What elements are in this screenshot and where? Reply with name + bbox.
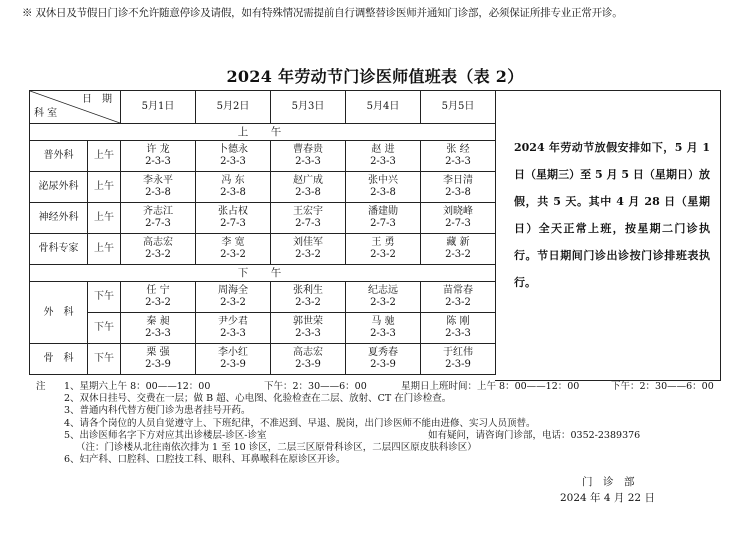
note-item-4: 4、请各个岗位的人员自觉遵守上、下班纪律，不准迟到、早退、脱岗，出门诊医师不能由进修、实习人员顶替。 — [64, 417, 536, 429]
section-label: 下 午 — [30, 265, 496, 282]
period-cell: 上午 — [88, 203, 121, 234]
note-item-6: 6、妇产科、口腔科、口腔技工科、眼科、耳鼻喉科在原诊区开诊。 — [64, 454, 346, 466]
room-code: 2-3-3 — [370, 156, 396, 167]
room-code: 2-7-3 — [445, 218, 471, 229]
schedule-cell — [271, 203, 346, 234]
room-code: 2-3-9 — [145, 359, 171, 370]
room-code: 2-3-9 — [220, 359, 246, 370]
period-cell: 上午 — [88, 172, 121, 203]
note-item-1-weekday: 1、星期六上午 8：00——12：00 — [64, 381, 211, 392]
signature-dept: 门 诊 部 — [582, 476, 635, 488]
schedule-cell — [271, 313, 346, 344]
room-code: 2-3-2 — [295, 249, 321, 260]
room-code: 2-3-8 — [445, 187, 471, 198]
doctor-name: 王 勇 — [371, 237, 395, 248]
doctor-name: 曹春贵 — [293, 144, 323, 155]
note-line-3 — [36, 405, 726, 417]
note-line-5 — [36, 430, 726, 442]
doctor-name: 藏 新 — [446, 237, 470, 248]
doctor-name: 李小红 — [218, 347, 248, 358]
date-header: 5月5日 — [421, 91, 496, 124]
notes-label: 注 — [36, 381, 46, 392]
period-cell: 上午 — [88, 234, 121, 265]
corner-dept-label: 科 室 — [34, 108, 58, 119]
schedule-cell — [271, 172, 346, 203]
room-code: 2-3-2 — [445, 297, 471, 308]
doctor-name: 高志宏 — [293, 347, 323, 358]
date-header: 5月2日 — [196, 91, 271, 124]
schedule-cell — [346, 313, 421, 344]
room-code: 2-3-8 — [145, 187, 171, 198]
doctor-name: 秦 昶 — [146, 316, 170, 327]
room-code: 2-3-2 — [220, 297, 246, 308]
period-cell: 下午 — [88, 282, 121, 313]
schedule-cell — [271, 344, 346, 375]
schedule-cell — [271, 234, 346, 265]
top-notice: ※ 双休日及节假日门诊不允许随意停诊及请假，如有特殊情况需提前自行调整替诊医师并通知门诊部，必须保证所排专业正常开诊。 — [22, 7, 623, 19]
afternoon-rows — [30, 282, 496, 375]
doctor-name: 潘建勋 — [368, 206, 398, 217]
schedule-cell — [421, 234, 496, 265]
note-item-1-sunday: 星期日上班时间：上午 8：00——12：00 — [401, 381, 580, 392]
room-code: 2-3-8 — [295, 187, 321, 198]
room-code: 2-3-2 — [145, 297, 171, 308]
period-cell: 上午 — [88, 141, 121, 172]
schedule-cell — [121, 313, 196, 344]
schedule-cell — [346, 141, 421, 172]
doctor-name: 高志宏 — [143, 237, 173, 248]
contact-info: 如有疑问，请咨询门诊部，电话：0352-2389376 — [428, 429, 641, 441]
section-row-morning — [30, 124, 496, 141]
room-code: 2-3-3 — [445, 156, 471, 167]
schedule-cell — [196, 282, 271, 313]
schedule-cell — [196, 234, 271, 265]
doctor-name: 许 龙 — [146, 144, 170, 155]
doctor-name: 李永平 — [143, 175, 173, 186]
room-code: 2-3-2 — [220, 249, 246, 260]
doctor-name: 纪志远 — [368, 285, 398, 296]
room-code: 2-3-3 — [445, 328, 471, 339]
morning-rows — [30, 141, 496, 265]
note-line-6 — [36, 442, 726, 454]
schedule-cell — [421, 282, 496, 313]
document-title: 2024 年劳动节门诊医师值班表（表 2） — [226, 67, 524, 86]
doctor-name: 尹少君 — [218, 316, 248, 327]
doctor-name: 王宏宇 — [293, 206, 323, 217]
header-row — [30, 91, 496, 124]
schedule-cell — [346, 282, 421, 313]
schedule-table — [29, 90, 496, 375]
schedule-cell — [196, 141, 271, 172]
date-header: 5月3日 — [271, 91, 346, 124]
dept-cell: 骨科专家 — [30, 234, 88, 265]
doctor-name: 刘佳军 — [293, 237, 323, 248]
schedule-cell — [271, 141, 346, 172]
schedule-cell — [421, 313, 496, 344]
doctor-name: 夏秀春 — [368, 347, 398, 358]
schedule-cell — [196, 203, 271, 234]
doctor-name: 陈 刚 — [446, 316, 470, 327]
doctor-name: 任 宁 — [146, 285, 170, 296]
section-label: 上 午 — [30, 124, 496, 141]
doctor-name: 张中兴 — [368, 175, 398, 186]
dept-cell: 普外科 — [30, 141, 88, 172]
room-code: 2-3-3 — [370, 328, 396, 339]
doctor-name: 于红伟 — [443, 347, 473, 358]
room-code: 2-3-3 — [220, 156, 246, 167]
room-code: 2-7-3 — [145, 218, 171, 229]
doctor-name: 卜德永 — [218, 144, 248, 155]
corner-header-cell — [30, 91, 121, 124]
schedule-cell — [346, 203, 421, 234]
room-code: 2-7-3 — [295, 218, 321, 229]
room-code: 2-3-3 — [145, 328, 171, 339]
schedule-cell — [346, 172, 421, 203]
doctor-name: 苗常春 — [443, 285, 473, 296]
note-item-1-afternoon: 下午：2：30——6：00 — [264, 381, 367, 392]
note-line-7 — [36, 454, 726, 466]
room-code: 2-3-3 — [145, 156, 171, 167]
doctor-name: 郭世荣 — [293, 316, 323, 327]
doctor-name: 冯 东 — [221, 175, 245, 186]
room-code: 2-3-3 — [295, 328, 321, 339]
dept-cell: 骨 科 — [30, 344, 88, 375]
schedule-cell — [421, 344, 496, 375]
doctor-name: 栗 强 — [146, 347, 170, 358]
room-code: 2-3-8 — [220, 187, 246, 198]
dept-cell: 神经外科 — [30, 203, 88, 234]
dept-cell: 外 科 — [30, 282, 88, 344]
doctor-name: 李 宽 — [221, 237, 245, 248]
schedule-cell — [346, 234, 421, 265]
schedule-cell — [121, 344, 196, 375]
doctor-name: 周海全 — [218, 285, 248, 296]
period-cell: 下午 — [88, 344, 121, 375]
note-line-2 — [36, 393, 726, 405]
room-code: 2-3-3 — [295, 156, 321, 167]
doctor-name: 赵广成 — [293, 175, 323, 186]
schedule-cell — [346, 344, 421, 375]
table-row — [30, 313, 496, 344]
doctor-name: 马 驰 — [371, 316, 395, 327]
schedule-cell — [421, 172, 496, 203]
doctor-name: 张利生 — [293, 285, 323, 296]
doctor-name: 李日清 — [443, 175, 473, 186]
note-item-5: 5、出诊医师名字下方对应其出诊楼层-诊区-诊室 — [64, 429, 267, 441]
table-row — [30, 172, 496, 203]
room-code: 2-3-8 — [370, 187, 396, 198]
note-item-2: 2、双休日挂号、交费在一层；做 B 超、心电图、化验检查在二层、放射、CT 在门诊检查。 — [64, 393, 452, 405]
signature-date: 2024 年 4 月 22 日 — [560, 492, 655, 504]
room-code: 2-3-2 — [295, 297, 321, 308]
doctor-name: 齐志江 — [143, 206, 173, 217]
room-code: 2-3-2 — [370, 297, 396, 308]
side-note-text: 2024 年劳动节放假安排如下，5 月 1 日（星期三）至 5 月 5 日（星期日）放假，共 5 天。其中 4 月 28 日（星期日）全天正常上班，按星期二门诊执行。节日期间门诊出诊按门诊排班表执行。 — [514, 141, 710, 289]
room-code: 2-3-9 — [445, 359, 471, 370]
date-header: 5月1日 — [121, 91, 196, 124]
note-item-1-sunday-afternoon: 下午：2：30——6：00 — [611, 381, 714, 392]
schedule-cell — [196, 313, 271, 344]
room-code: 2-3-2 — [145, 249, 171, 260]
schedule-cell — [121, 172, 196, 203]
note-item-5-sub: （注：门诊楼从北往南依次排为 1 至 10 诊区，二层三区原骨科诊区，二层四区原皮肤科诊区） — [76, 441, 477, 453]
room-code: 2-7-3 — [370, 218, 396, 229]
notes-section — [36, 381, 726, 466]
doctor-name: 赵 进 — [371, 144, 395, 155]
table-row — [30, 282, 496, 313]
table-row — [30, 344, 496, 375]
corner-date-label: 日 期 — [82, 94, 112, 105]
schedule-cell — [271, 282, 346, 313]
schedule-cell — [196, 172, 271, 203]
doctor-name: 刘晓峰 — [443, 206, 473, 217]
room-code: 2-3-9 — [370, 359, 396, 370]
note-line-4 — [36, 418, 726, 430]
period-cell: 下午 — [88, 313, 121, 344]
doctor-name: 张 经 — [446, 144, 470, 155]
schedule-cell — [121, 203, 196, 234]
schedule-cell — [421, 203, 496, 234]
schedule-cell — [421, 141, 496, 172]
schedule-cell — [196, 344, 271, 375]
note-item-3: 3、普通内科代替方便门诊为患者挂号开药。 — [64, 405, 251, 417]
room-code: 2-3-9 — [295, 359, 321, 370]
room-code: 2-3-2 — [370, 249, 396, 260]
schedule-cell — [121, 234, 196, 265]
doctor-name: 张占权 — [218, 206, 248, 217]
table-row — [30, 234, 496, 265]
room-code: 2-3-2 — [445, 249, 471, 260]
dept-cell: 泌尿外科 — [30, 172, 88, 203]
date-header: 5月4日 — [346, 91, 421, 124]
schedule-cell — [121, 282, 196, 313]
section-row-afternoon — [30, 265, 496, 282]
schedule-cell — [121, 141, 196, 172]
note-line-1 — [36, 381, 726, 393]
room-code: 2-7-3 — [220, 218, 246, 229]
room-code: 2-3-3 — [220, 328, 246, 339]
table-row — [30, 141, 496, 172]
table-row — [30, 203, 496, 234]
